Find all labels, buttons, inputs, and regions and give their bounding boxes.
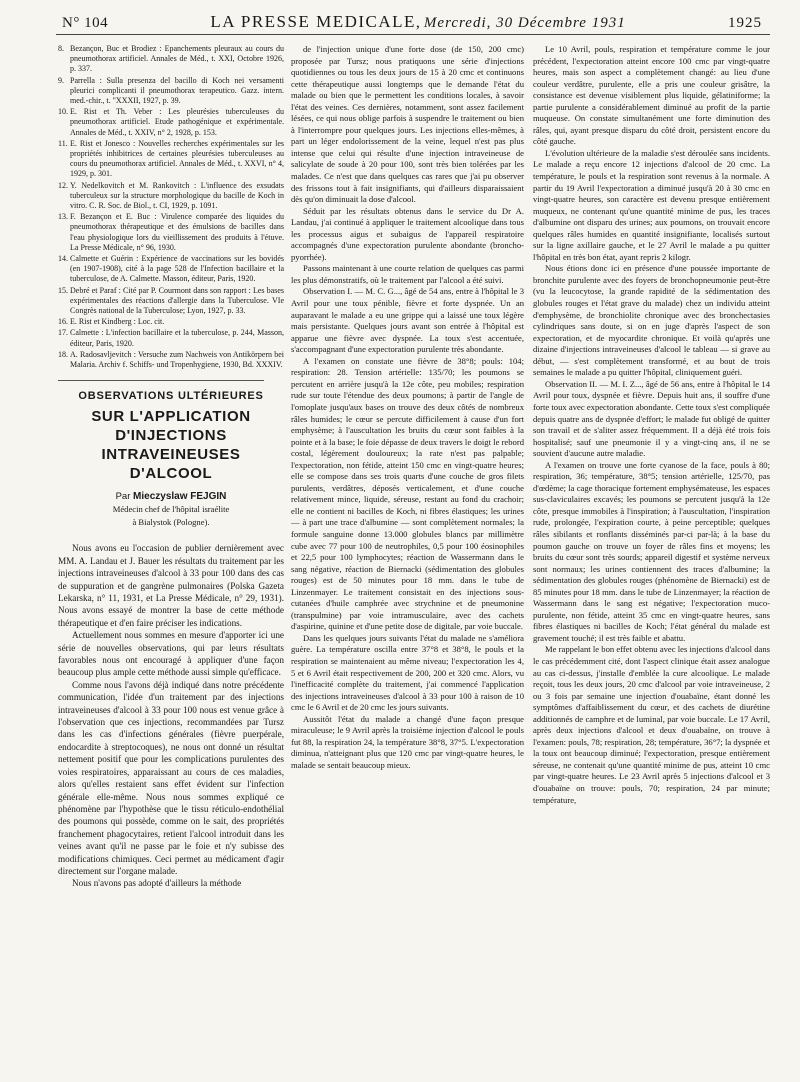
column-2 xyxy=(291,44,524,771)
body-paragraph: Nous avons eu l'occasion de publier dernièrement avec MM. A. Landau et J. Bauer les résultats du traitement par les injections intraveineuses d'alcool à 33 pour 100 dans des cas de suppuration et de gangrène pulmonaires (Polska Gazeta Lekarska, n° 11, 1931, et La Presse Médicale, n° 29, 1931). Nous avons essayé de montrer la base de cette méthode thérapeutique et d'en faire préciser les indications. xyxy=(58,543,284,628)
reference-item xyxy=(58,76,284,107)
column-1 xyxy=(58,44,284,890)
reference-number: 14. xyxy=(58,254,68,264)
reference-number: 17. xyxy=(58,328,68,338)
issue-date: Mercredi, 30 Décembre 1931 xyxy=(423,15,626,31)
body-paragraph: L'évolution ultérieure de la maladie s'est déroulée sans incidents. Le malade a reçu encore 12 injections d'alcool de 20 cmc. La température, le pouls et la respiration sont revenus à la normale. A partir du 19 Avril l'expectoration a diminué jusqu'à 20 à 30 cmc en vingt-quatre heures, son caractère est devenu presque entièrement muqueux, ne contenant qu'une quantité minime de pus, les traces d'albumine ont disparu des urines; aux poumons, on trouvait encore quelques râles humides en quantité insignifiante, localisés surtout sur la ligne axillaire gauche, et le 27 Avril le malade a pu quitter l'hôpital en très bon état, ayant repris 2 kilogr. xyxy=(533,147,770,262)
reference-text: Bezançon, Buc et Brodiez : Epanchements pleuraux au cours du pneumothorax artificiel. Annales de Méd., t. XXI, Octobre 1926, p. 337. xyxy=(70,44,284,74)
page-number: 1925 xyxy=(728,15,762,31)
body-paragraph: Séduit par les résultats obtenus dans le service du Dr A. Landau, j'ai continué à appliquer le traitement alcoolique dans tous les processus aigus et subaigus de l'appareil respiratoire accompagnés d'une expectoration purulente abondante (broncho-pyorrhée). xyxy=(291,205,524,262)
article-heading xyxy=(58,391,284,528)
body-paragraph: Passons maintenant à une courte relation de quelques cas parmi les plus démonstratifs, où le traitement par l'alcool a été suivi. xyxy=(291,263,524,285)
body-paragraph: Aussitôt l'état du malade a changé d'une façon presque miraculeuse; le 9 Avril après la troisième injection d'alcool le pouls fut 88, la respiration 24, la température 38°8, 37°5. L'expectoration diminua, n'atteignant plus que 120 cmc par vingt-quatre heures, le malade se sentait beaucoup mieux. xyxy=(291,713,524,770)
reference-number: 13. xyxy=(58,212,68,222)
reference-text: E. Rist et Jonesco : Nouvelles recherches expérimentales sur les propriétés inhibitrices de certaines pleurésies tuberculeuses au cours du pneumothorax artificiel. Annales de Méd., t. XXVI, n° 4, 1929, p. 301. xyxy=(70,138,284,179)
reference-number: 12. xyxy=(58,180,68,190)
body-paragraph: Actuellement nous sommes en mesure d'apporter ici une série de nouvelles observations, qui par leurs résultats favorables nous ont encouragé à appliquer d'une façon beaucoup plus ample cette méthode aussi simple qu'efficace. xyxy=(58,630,284,678)
reference-item xyxy=(58,139,284,180)
body-paragraph: Observation I. — M. C. G..., âgé de 54 ans, entre à l'hôpital le 3 Avril pour une toux pénible, fièvre et forte dyspnée. Un an auparavant le malade a eu une grippe qui a laissé une toux légère mais persistante. Quelques jours avant son entrée à l'hôpital est apparue une fièvre avec dyspnée. La toux s'est accentuée, s'accompagnant d'une expectoration purulente très abondante. xyxy=(291,286,524,355)
body-paragraph: A l'examen on trouve une forte cyanose de la face, pouls à 80; respiration, 36; température, 38°5; tension artérielle, 125/70, pas d'œdème; la cage thoracique fortement emphysémateuse, les espaces sus-claviculaires excavés; les poumons se percutent jusqu'à la 12e côte, presque immobiles à l'inspiration; à l'auscultation, l'inspiration rude, prolongée, l'expiration courte, à peine perceptible; quelques râles sibilants et ronflants disséminés par-ci par-là; à la base du poumon gauche on trouve un foyer de râles fins et moyens; les bruits du cœur sont très sourds; appareil digestif et système nerveux sont normaux; les urines contiennent des traces d'albumine; la sédimentation des globules rouges (phénomène de Biernacki) est de 85 minutes pour 18 mm. dans le tube de Linzenmayer; la réaction de Wassermann dans le sang est négative; l'expectoration muco-purulente, non fétide, atteint 35 cmc en vingt-quatre heures, sans fibres élastiques ni bacilles de Koch; l'état général du malade est gravement touché; il est très faible et abattu. xyxy=(533,459,770,643)
body-paragraph: Le 10 Avril, pouls, respiration et température comme le jour précédent, l'expectoration atteint encore 100 cmc par vingt-quatre heures, mais son aspect a complètement changé: au lieu d'une couleur verdâtre, purulente, elle a pris une couleur grisâtre, la consistance est devenue visiblement plus liquide, gélatiniforme; la partie purulente a considérablement diminué au profit de la partie muqueuse. On constate simultanément une forte diminution des râles, qui, ayant presque disparu du côté droit, persistent encore du côté gauche. xyxy=(533,44,770,147)
body-paragraph: A l'examen on constate une fièvre de 38°8; pouls: 104; respiration: 28. Tension artérielle: 135/70; les poumons se percutent en arrière jusqu'à la 12e côte, peu mobiles; respiration rude sur toute l'étendue des deux poumons; à partir de l'angle de l'omoplate jusqu'aux bases on trouve des deux côtés de nombreux râles humides; le cœur se percute difficilement à cause d'un fort emphysème; à l'auscultation les bruits du cœur sont faibles à la pointe et à la base; le foie dépasse de deux travers le doigt le rebord costal, légèrement douloureux; la rate n'est pas palpable; l'expectoration, non fétide, atteint 150 cmc en vingt-quatre heures; elle se compose dans ses trois quarts d'une couche de gros filets purulents, verdâtres, déposés verticalement, et d'une couche relativement mince, liquide, séreuse, restant au fond du crachoir; elle ne contient ni bacilles de Koch, ni fibres élastiques; les urines — à part une trace d'albumine — sont complètement normales; la formule sanguine donne 13.000 globules blancs par millimètre cube avec 77 pour 100 de neutrophiles, 0,5 pour 100 éosinophiles et 22,5 pour 100 lymphocytes; réaction de Wassermann dans le sang négative, réaction de Biernacki (sédimentation des globules rouges) est de 50 minutes pour 18 mm. dans le tube de Linzenmayer. Le traitement consistait en des injections sous-cutanées d'huile camphrée avec strychnine et de pneumonine (transpulmine) par voie intramusculaire, avec des cachets d'aspirine, quinine et d'une petite dose de digitale, par voie buccale. xyxy=(291,355,524,632)
body-paragraph: de l'injection unique d'une forte dose (de 150, 200 cmc) proposée par Tursz; nous pratiquons une série d'injections quotidiennes ou tous les deux jours de 15 à 20 cmc et continuons cette thérapeutique aussi longtemps que le demande l'état du malade ou bien que le permettent les conditions locales, à savoir l'état des veines. Ces dernières, notamment, sont assez facilement lésées, ce qui nous oblige parfois à suspendre le traitement ou bien à l'interrompre pour quelques jours. Les injections elles-mêmes, à part un léger endolorissement de la veine, lequel n'est pas plus intense que celui qui résulte d'une injection intraveineuse de salicylate de soude à 20 pour 100, sont très bien tolérées par les malades. Ce n'est que dans quelques cas rares que j'ai pu observer des frissons tout à fait insignifiants, qui d'ailleurs disparaissaient dès qu'on diminuait la dose d'alcool. xyxy=(291,44,524,205)
reference-item xyxy=(58,317,284,327)
column-3 xyxy=(533,44,770,806)
body-paragraph: Dans les quelques jours suivants l'état du malade ne s'améliora guère. La température oscilla entre 37°8 et 38°8, le pouls et la respiration se maintenaient au même niveau; l'expectoration les 4, 5 et 6 Avril était respectivement de 200, 200 et 320 cmc. Alors, vu l'inefficacité complète du traitement, j'ai commencé l'application des injections intraveineuses d'alcool à 33 pour 100 à raison de 10 cmc le 6 Avril et de 20 cmc les jours suivants. xyxy=(291,632,524,713)
reference-text: E. Rist et Kindberg : Loc. cit. xyxy=(70,317,165,327)
body-paragraph: Nous n'avons pas adopté d'ailleurs la méthode xyxy=(72,878,242,889)
reference-item xyxy=(58,181,284,212)
reference-number: 11. xyxy=(58,138,68,148)
reference-item xyxy=(58,107,284,138)
reference-item xyxy=(58,44,284,75)
reference-number: 8. xyxy=(58,44,64,53)
reference-list xyxy=(58,44,284,370)
masthead: LA PRESSE MEDICALE, Mercredi, 30 Décembre 1931 xyxy=(210,12,626,31)
reference-number: 18. xyxy=(58,349,68,359)
reference-text: Parrella : Sulla presenza del bacillo di Koch nei versamenti pleurici complicanti il pneumothorax terapeutico. Gazz. intern. med.-chir., t. "XXXII, 1927, p. 39. xyxy=(70,75,284,106)
byline-prefix: Par xyxy=(115,490,131,502)
reference-item xyxy=(58,328,284,348)
reference-text: Calmette et Guérin : Expérience de vaccinations sur les bovidés (en 1907-1908), cité à la page 528 de l'Infection bacillaire et la tuberculose, de A. Calmette. Masson, éditeur, Paris, 1920. xyxy=(70,254,284,284)
reference-text: Calmette : L'infection bacillaire et la tuberculose, p. 244, Masson, éditeur, Paris, 1920. xyxy=(70,328,284,348)
article-title-line-2: D'INJECTIONS INTRAVEINEUSES xyxy=(101,426,241,463)
reference-text: A. Radosavljevitch : Versuche zum Nachweis von Antikörpern bei Malaria. Archiv f. Schiffs- und Tropenhygiene, 1930, Bd. XXXIV. xyxy=(70,349,284,370)
reference-number: 16. xyxy=(58,317,68,327)
reference-item xyxy=(58,286,284,317)
author-name: Mieczyslaw FEJGIN xyxy=(133,490,227,502)
article-title-line-3: D'ALCOOL xyxy=(129,464,213,482)
reference-text: E. Rist et Th. Veber : Les pleurésies tuberculeuses du pneumothorax artificiel. Etude pathogénique et expérimentale. Annales de Méd., t. XXIV, n° 2, 1928, p. 153. xyxy=(70,107,284,137)
reference-item xyxy=(58,254,284,285)
journal-title: LA PRESSE MEDICALE xyxy=(210,12,416,31)
header-rule xyxy=(56,34,770,35)
reference-number: 15. xyxy=(58,285,68,295)
reference-text: F. Bezançon et E. Buc : Virulence comparée des liquides du pneumothorax thérapeutique et des émulsions de bacilles dans l'eau physiologique lors du vieillissement des produits à l'étuve. La Presse Médicale, n° 96, 1930. xyxy=(70,212,284,252)
body-paragraph: Observation II. — M. I. Z..., âgé de 56 ans, entre à l'hôpital le 14 Avril pour toux, dyspnée et fièvre. Depuis huit ans, il souffre d'une forte toux avec expectoration abondante. Cette toux s'est compliquée depuis quatre ans de dyspnée d'effort; le malade fut obligé de quitter son travail et de s'aliter assez fréquemment. Il a déjà été trois fois hospitalisé; sauf une pneumonie il y a vingt-cinq ans, il ne se souvient d'aucune autre maladie. xyxy=(533,378,770,459)
reference-text: Y. Nedelkovitch et M. Rankovitch : L'influence des exsudats tuberculeux sur la structure morphologique du bacille de Koch in vitro. C. R. Soc. de Biol., t. CI, 1929, p. 1091. xyxy=(70,180,284,211)
article-kicker: OBSERVATIONS ULTÉRIEURES xyxy=(78,390,264,403)
affiliation-line-1: Médecin chef de l'hôpital israélite xyxy=(112,504,230,515)
column-1-body xyxy=(58,542,284,889)
body-paragraph: Nous étions donc ici en présence d'une poussée importante de bronchite purulente avec des foyers de bronchopneumonie peut-être (vu la leucocytose, la grande rapidité de la sédimentation des globules rouges et l'état grave du malade) chez un individu atteint d'emphysème, de bronchiolite chronique avec des bronchectasies cylindriques sans doute, si on en juge d'après l'aspect de son expectoration, et de myocardite chronique. Et voilà qu'après une dizaine d'injections intraveineuses d'alcool le tableau — si grave au début, — s'est complètement transformé, et au bout de trois semaines le malade a pu quitter l'hôpital, cliniquement guéri. xyxy=(533,263,770,378)
reference-text: Debré et Paraf : Cité par P. Courmont dans son rapport : Les bases expérimentales des réactions d'allergie dans la Tuberculose. VIe Congrès national de la Tuberculose; Lyon, 1927, p. 33. xyxy=(70,285,284,316)
reference-number: 10. xyxy=(58,107,68,117)
issue-number: N° 104 xyxy=(62,15,109,31)
article-title-line-1: SUR L'APPLICATION xyxy=(91,407,251,425)
reference-item xyxy=(58,350,284,370)
page-header xyxy=(62,12,762,34)
body-paragraph: Comme nous l'avons déjà indiqué dans notre précédente communication, l'idée d'un traitement par des injections intraveineuses d'alcool à 33 pour 100 nous est venue grâce à l'observation que ces injections, recommandées par Tursz dans les cas d'infections générales (fièvre puerpérale, endocardite à streptocoques), ne nous ont donné un résultat nettement positif que pour les complications purulentes des voies respiratoires, apparaissant au cours de ces maladies, alors qu'elles restaient sans effet évident sur l'infection générale elle-même. Nous nous sommes expliqué ce phénomène par l'hypothèse que le tissu réticulo-endothélial des poumons qui possède, comme on le sait, des propriétés franchement phagocytaires, retient l'alcool introduit dans les veines avant qu'il ne passe par le foie et n'y subisse des modifications chimiques. Ceci permet au médicament d'agir directement sur l'organe malade. xyxy=(58,679,284,876)
reference-number: 9. xyxy=(58,75,64,85)
body-paragraph: Me rappelant le bon effet obtenu avec les injections d'alcool dans le cas précédemment cité, dont l'aspect clinique était assez analogue au cas ci-dessus, j'installe d'emblée la cure alcoolique. Le malade reçoit, tous les deux jours, 20 cmc d'alcool par voie intraveineuse, 2 ou 3 fois par semaine une injection d'ouabaïne, étant donné les symptômes d'affaiblissement du cœur, et des cachets de diurétine additionnés de camphre et de luminal, par voie buccale. Le 17 Avril, après deux injections d'alcool et deux d'ouabaïne, on trouve à l'examen: pouls, 78; respiration, 28; température, 36°7; la dyspnée et la toux ont beaucoup diminué; l'expectoration, presque entièrement séreuse, ne contenait qu'une quantité minime de pus, atteint 10 cmc par vingt-quatre heures. Le 23 Avril après 5 injections d'alcool et 3 d'ouabaïne on trouve: pouls, 70; respiration, 24 par minute; température, xyxy=(533,644,770,805)
reference-item xyxy=(58,212,284,253)
byline xyxy=(58,491,284,503)
article-separator xyxy=(58,380,264,381)
affiliation-line-2: à Bialystok (Pologne). xyxy=(132,517,210,528)
